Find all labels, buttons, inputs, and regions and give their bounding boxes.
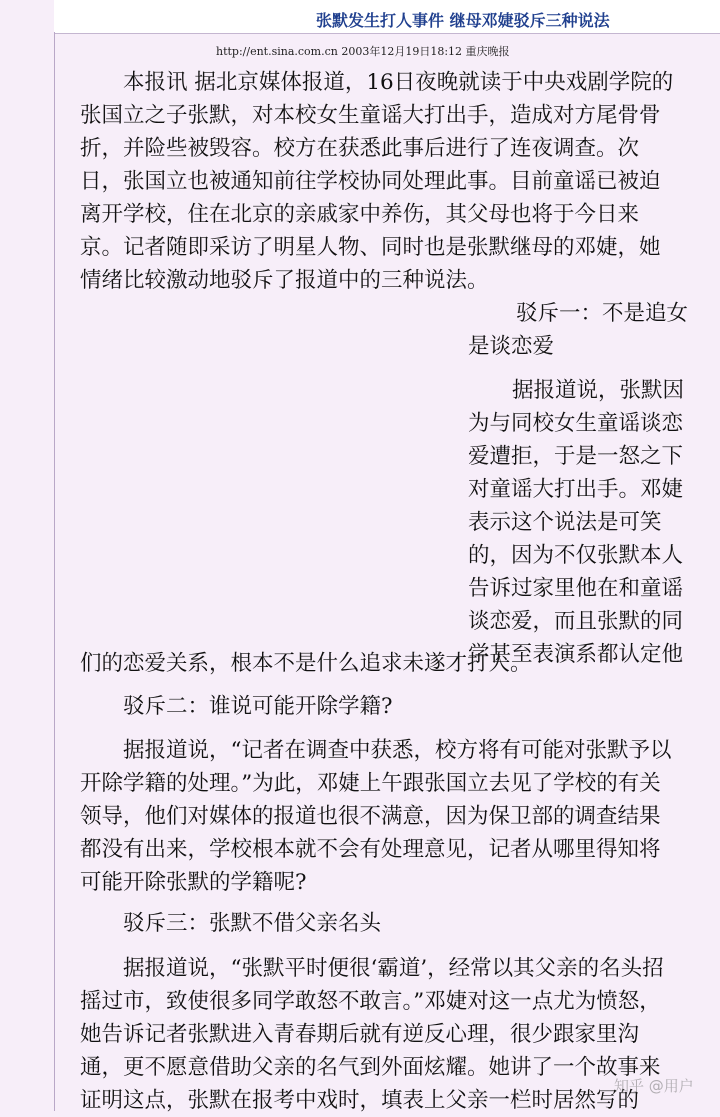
- body-line: 都没有出来，学校根本就不会有处理意见，记者从哪里得知将: [80, 837, 661, 862]
- subheading-one: 驳斥一：不是追女: [516, 301, 689, 326]
- body-line: 本报讯 据北京媒体报道，16日夜晚就读于中央戏剧学院的: [80, 70, 674, 95]
- body-line: 领导，他们对媒体的报道也很不满意，因为保卫部的调查结果: [80, 804, 661, 829]
- body-line: 折，并险些被毁容。校方在获悉此事后进行了连夜调查。次: [80, 136, 640, 161]
- body-line: 可能开除张默的学籍呢?: [80, 870, 307, 895]
- body-line: 据报道说，张默因: [512, 378, 685, 403]
- body-line: 谈恋爱，而且张默的同: [468, 609, 684, 634]
- zhihu-watermark: 知乎 @用户: [614, 1077, 694, 1095]
- body-line: 她告诉记者张默进入青春期后就有逆反心理，很少跟家里沟: [80, 1022, 640, 1047]
- body-line: 京。记者随即采访了明星人物、同时也是张默继母的邓婕，她: [80, 235, 661, 260]
- body-line: 张国立之子张默，对本校女生童谣大打出手，造成对方尾骨骨: [80, 103, 661, 128]
- body-line: 日，张国立也被通知前往学校协同处理此事。目前童谣已被迫: [80, 169, 661, 194]
- body-line: 摇过市，致使很多同学敢怒不敢言。”邓婕对这一点尤为愤怒，: [80, 989, 661, 1014]
- body-line: 情绪比较激动地驳斥了报道中的三种说法。: [80, 268, 489, 293]
- header-divider: [54, 33, 720, 34]
- subheading-three: 驳斥三：张默不借父亲名头: [80, 911, 382, 936]
- body-line: 通，更不愿意借助父亲的名气到外面炫耀。她讲了一个故事来: [80, 1055, 661, 1080]
- article-headline: 张默发生打人事件 继母邓婕驳斥三种说法: [316, 11, 610, 30]
- body-line: 告诉过家里他在和童谣: [468, 576, 684, 601]
- body-line: 对童谣大打出手。邓婕: [468, 477, 684, 502]
- body-line: 为与同校女生童谣谈恋: [468, 411, 684, 436]
- body-line: 开除学籍的处理。”为此，邓婕上午跟张国立去见了学校的有关: [80, 771, 661, 796]
- body-line: 证明这点，张默在报考中戏时，填表上父亲一栏时居然写的: [80, 1088, 640, 1113]
- body-line: 们的恋爱关系，根本不是什么追求未遂才打人。: [80, 651, 532, 676]
- body-line: 据报道说，“记者在调查中获悉，校方将有可能对张默予以: [80, 738, 672, 763]
- body-line: 爱遭拒，于是一怒之下: [468, 444, 684, 469]
- body-line: 离开学校，住在北京的亲戚家中养伤，其父母也将于今日来: [80, 202, 640, 227]
- left-border: [54, 32, 55, 1111]
- subheading-one-cont: 是谈恋爱: [468, 334, 555, 359]
- body-line: 的，因为不仅张默本人: [468, 543, 684, 568]
- body-line: 表示这个说法是可笑: [468, 510, 662, 535]
- subheading-two: 驳斥二：谁说可能开除学籍?: [80, 694, 393, 719]
- source-line: http://ent.sina.com.cn 2003年12月19日18:12 重庆晚报: [216, 45, 510, 58]
- body-line: 据报道说，“张默平时便很‘霸道’，经常以其父亲的名头招: [80, 956, 664, 981]
- header-bar: [54, 0, 720, 34]
- body-line: 学甚至表演系都认定他: [468, 642, 684, 667]
